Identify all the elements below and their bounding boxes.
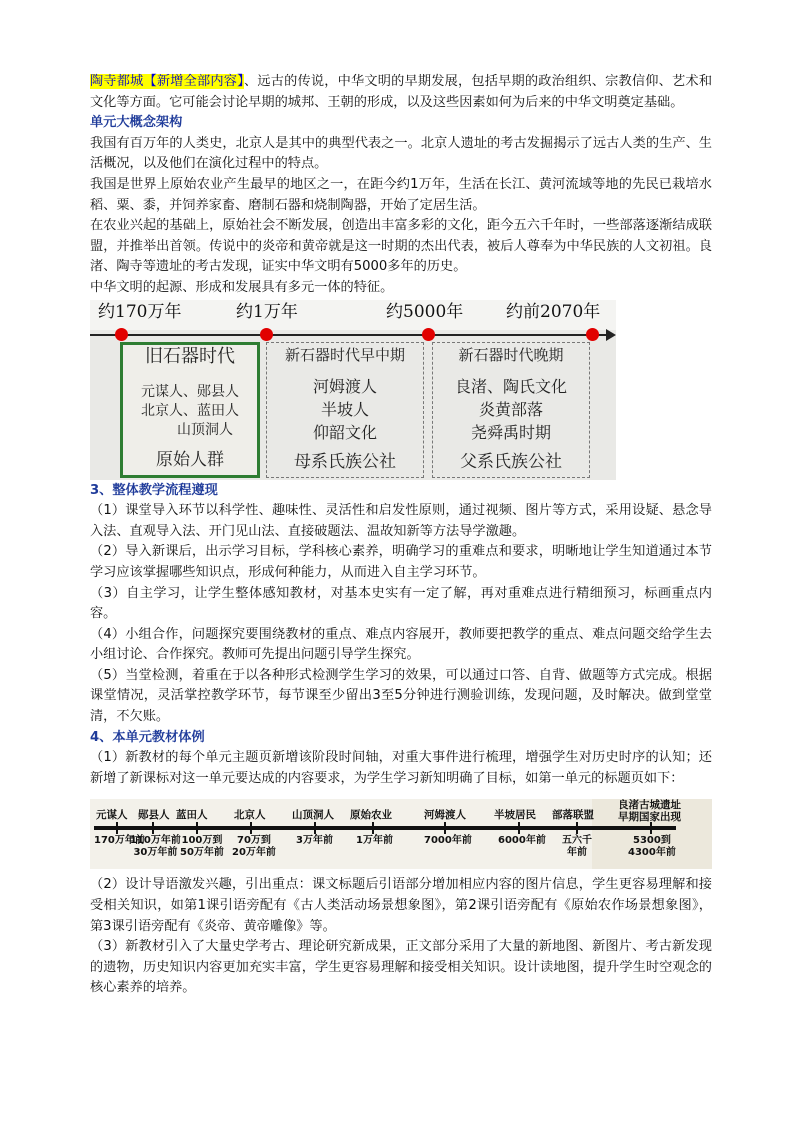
section3-para: （2）导入新课后，出示学习目标，学科核心素养，明确学习的重难点和要求，明晰地让学生知道通过本节学习应该掌握哪些知识点，形成何种能力，从而进入自主学习环节。 [90,544,712,580]
time-line: 6000年前 [498,835,546,847]
section3-para: （1）课堂导入环节以科学性、趣味性、灵活性和启发性原则，通过视频、图片等方式，采用设疑、悬念导入法、直观导入法、开门见山法、直接破题法、温故知新等方法导学激趣。 [90,503,712,539]
era-item: 元谋人、郧县人 [141,383,239,400]
era-item: 尧舜禹时期 [470,422,551,442]
section3-para: （4）小组合作，问题探究要围绕教材的重点、难点内容展开，教师要把教学的重点、难点问题交给学生去小组讨论、合作探究。教师可先提出问题引导学生探究。 [90,626,712,663]
era-item: 山顶洞人 [177,421,233,438]
era-item: 北京人、蓝田人 [141,402,239,419]
section1-para: 中华文明的起源、形成和发展具有多元一体的特征。 [90,279,394,295]
era-society: 父系氏族公社 [460,451,562,472]
time-line: 100万到 [181,835,223,847]
time-line: 五六千 [562,835,592,847]
time-line: 5300到 [633,835,671,847]
timeline-time [628,835,676,859]
era-item: 半坡人 [320,399,369,419]
timeline-event: 元谋人 [96,809,128,822]
era-timeline-figure [90,300,616,480]
time-line: 3万年前 [296,835,333,847]
time-line: 110万年前 [130,835,181,847]
timeline-time [562,835,592,859]
section4-para: （3）新教材引入了大量史学考古、理论研究新成果，正文部分采用了大量的新地图、新图片、考古新发现的遗物，历史知识内容更加充实丰富，学生更容易理解和接受相关知识。设计读地图，提升学生时空观念的核心素养的培养。 [90,939,712,996]
timeline-label: 约1万年 [236,301,298,322]
timeline-dot [586,328,599,341]
intro-highlight[interactable]: 陶寺都城【新增全部内容】 [90,74,244,89]
intro-paragraph [90,72,712,113]
era-title: 新石器时代早中期 [284,345,405,364]
timeline-tick [650,822,652,834]
document-page [90,72,712,999]
section1-heading: 单元大概念架构 [90,115,183,131]
timeline-label: 约前2070年 [506,301,601,322]
unit-timeline-figure [90,799,712,869]
timeline-label: 约170万年 [98,301,182,322]
section3-para: （3）自主学习，让学生整体感知教材，对基本史实有一定了解，再对重难点进行精细预习，标画重点内容。 [90,585,712,622]
era-items [433,375,589,444]
era-society: 母系氏族公社 [294,451,396,472]
timeline-axis [94,826,676,830]
timeline-time [498,835,546,847]
timeline-label: 约5000年 [386,301,464,322]
timeline-event: 蓝田人 [176,809,208,822]
section3-para: （5）当堂检测，着重在于以各种形式检测学生学习的效果，可以通过口答、自背、做题等方式完成。根据课堂情况，灵活掌控教学环节，每节课至少留出3至5分钟进行测验训练，发现问题，及时解决。做到堂堂清，不欠账。 [90,667,712,725]
timeline-event: 部落联盟 [552,809,594,822]
timeline-time [356,835,393,847]
era-item: 仰韶文化 [312,422,377,442]
time-line: 50万年前 [180,847,224,859]
era-items [267,375,423,444]
timeline-event: 河姆渡人 [424,809,466,822]
time-line: 20万年前 [232,847,276,859]
timeline-event-note: 早期国家出现 [618,811,681,824]
timeline-axis [90,334,610,336]
era-item: 炎黄部落 [478,399,543,419]
timeline-event: 北京人 [234,809,266,822]
era-item: 河姆渡人 [312,376,377,396]
time-line: 30万年前 [133,847,178,859]
era-items [123,383,257,440]
timeline-event: 原始农业 [350,809,392,822]
intro-text: 、远古的传说，中华文明的早期发展，包括早期的政治组织、宗教信仰、艺术和文化等方面。它可能会讨论早期的城邦、王朝的形成，以及这些因素如何为后来的中华文明奠定基础。 [90,74,713,110]
timeline-time [424,835,472,847]
timeline-event: 半坡居民 [494,809,536,822]
timeline-time [296,835,333,847]
time-line: 7000年前 [424,835,472,847]
time-line: 4300年前 [628,847,676,859]
timeline-event: 郧县人 [138,809,170,822]
time-line: 1万年前 [356,835,393,847]
timeline-time [232,835,276,859]
era-column-paleolithic [120,342,260,478]
section4-heading: 4、本单元教材体例 [90,729,205,745]
era-item: 良渚、陶氏文化 [454,376,567,396]
timeline-event: 良渚古城遗址 [618,799,681,812]
era-title: 旧石器时代 [145,345,235,367]
section1-para: 我国是世界上原始农业产生最早的地区之一，在距今约1万年，生活在长江、黄河流域等地的先民已栽培水稻、粟、黍，并饲养家畜、磨制石器和烧制陶器，开始了定居生活。 [90,176,712,213]
timeline-dot [260,328,273,341]
time-line: 70万到 [237,835,271,847]
timeline-event-group [618,799,681,823]
section4-para: （2）设计导语激发兴趣，引出重点：课文标题后引语部分增加相应内容的图片信息，学生更容易理解和接受相关知识，如第1课引语旁配有《古人类活动场景想象图》，第2课引语旁配有《原始农作场景想象图》，第3课引语旁配有《炎帝、黄帝雕像》等。 [90,877,712,934]
era-column-late-neolithic [432,342,590,478]
section1-para: 在农业兴起的基础上，原始社会不断发展，创造出丰富多彩的文化，距今五六千年时，一些部落逐渐结成联盟，并推举出首领。传说中的炎帝和黄帝就是这一时期的杰出代表，被后人尊奉为中华民族的人文初祖。良渚、陶寺等遗址的考古发现，证实中华文明有5000多年的历史。 [90,218,712,275]
timeline-event: 山顶洞人 [292,809,334,822]
time-line: 170万年前 [94,835,145,847]
era-column-early-neolithic [266,342,424,478]
timeline-arrow-icon [606,329,616,341]
section4-para: （1）新教材的每个单元主题页新增该阶段时间轴，对重大事件进行梳理，增强学生对历史时序的认知；还新增了新课标对这一单元要达成的内容要求，为学生学习新知明确了目标，如第一单元的标题页如下： [90,750,712,786]
timeline-dot [422,328,435,341]
section1-para: 我国有百万年的人类史，北京人是其中的典型代表之一。北京人遗址的考古发掘揭示了远古人类的生产、生活概况，以及他们在演化过程中的特点。 [90,135,712,172]
time-line: 年前 [567,847,587,859]
era-society: 原始人群 [156,449,224,470]
timeline-time [130,835,181,859]
era-title: 新石器时代晚期 [458,345,564,364]
timeline-time [180,835,224,859]
section3-heading: 3、整体教学流程遵现 [90,482,218,498]
timeline-dot [115,328,128,341]
